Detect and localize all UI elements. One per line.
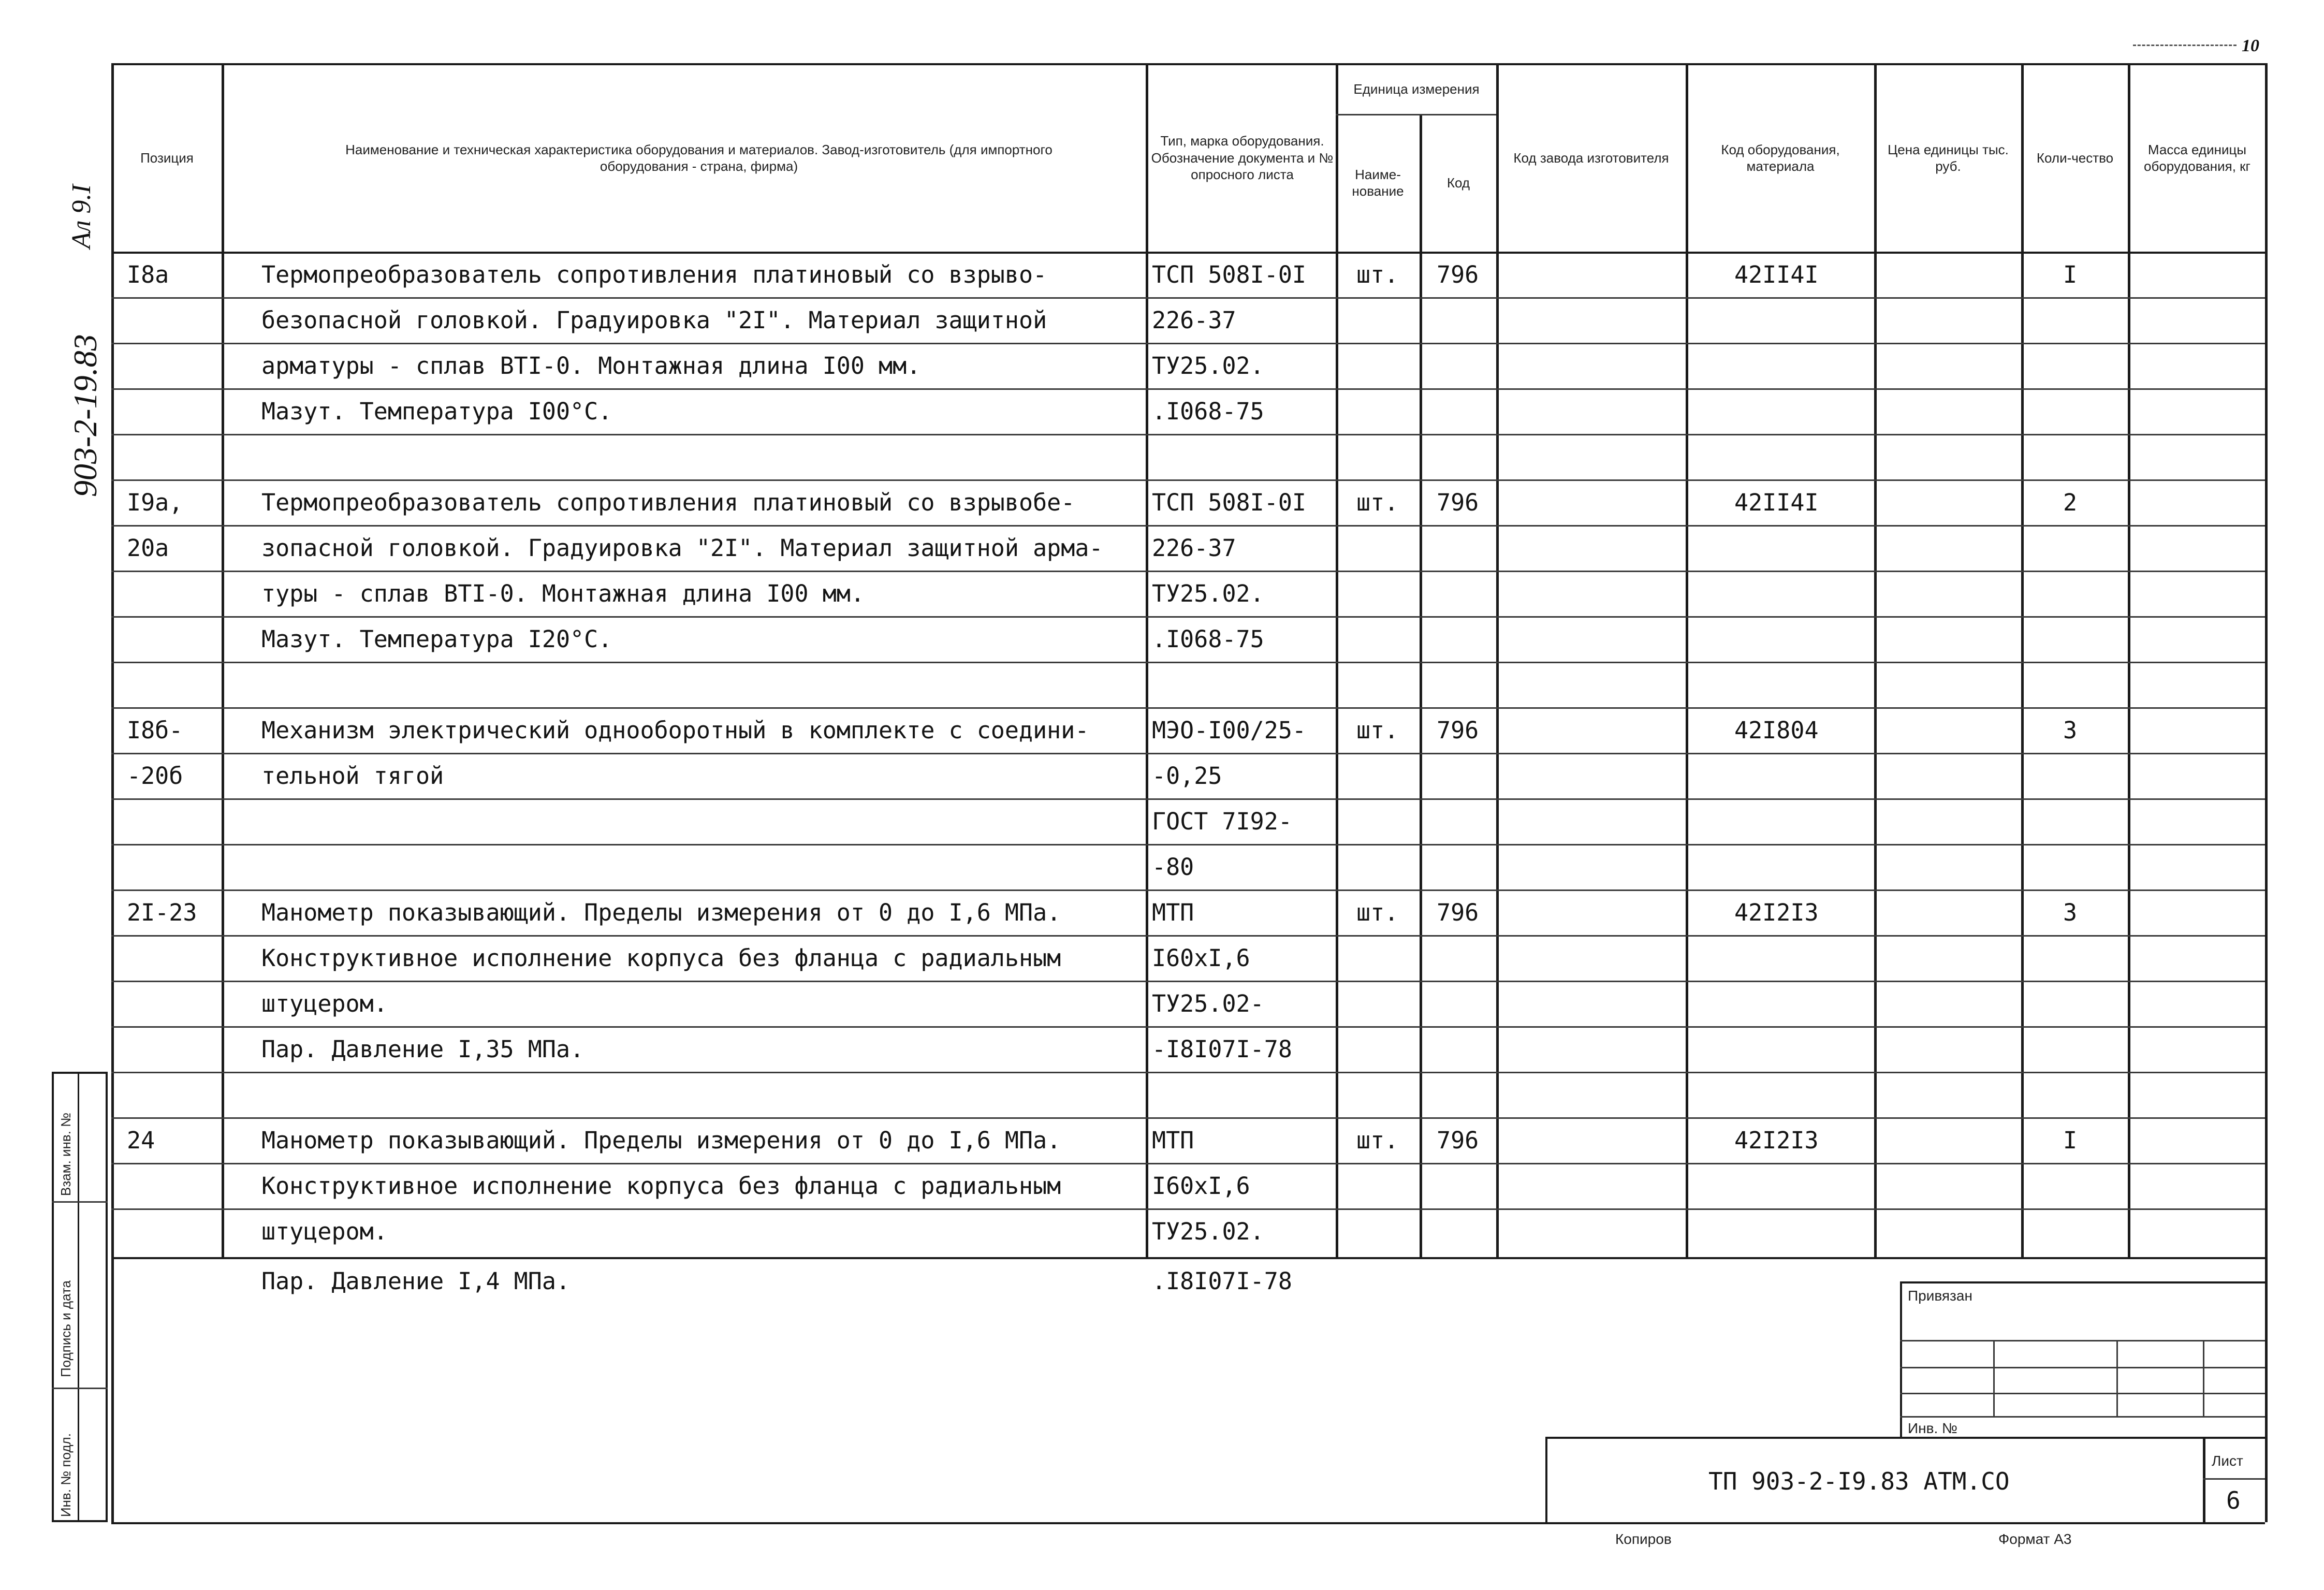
header-mass: Масса единицы оборудования, кг (2144, 141, 2250, 174)
cell-name: Термопреобразователь сопротивления платиновый со взрывобе- (261, 489, 1075, 516)
row-separator (111, 981, 2265, 982)
cell-code: 796 (1437, 1127, 1479, 1154)
cell-type: -I8I07I-78 (1152, 1035, 1292, 1063)
row-separator (111, 798, 2265, 800)
stamp-podpis-data: Подпись и дата (58, 1280, 74, 1377)
cell-name: Мазут. Температура I20°С. (261, 625, 612, 653)
cell-type: ТУ25.02. (1152, 1218, 1264, 1245)
cell-name: Термопреобразователь сопротивления платиновый со взрыво- (261, 261, 1047, 288)
cell-type: .I068-75 (1152, 398, 1264, 425)
cell-pos: 24 (127, 1127, 155, 1154)
row-separator (111, 434, 2265, 435)
row-separator (111, 1163, 2265, 1164)
row-separator (111, 844, 2265, 845)
trailing-name: Пар. Давление I,4 МПа. (261, 1267, 571, 1295)
cell-code: 796 (1437, 261, 1479, 288)
row-separator (111, 707, 2265, 709)
footer-copied: Копиров (1615, 1531, 1672, 1547)
cell-unit: шт. (1356, 1127, 1399, 1154)
cell-equip: 42I2I3 (1734, 899, 1819, 926)
cell-qty: I (2063, 261, 2078, 288)
list-label: Лист (2212, 1453, 2243, 1469)
cell-name: штуцером. (261, 1218, 388, 1245)
cell-type: ГОСТ 7I92- (1152, 808, 1292, 835)
cell-type: -80 (1152, 853, 1194, 881)
cell-type: I60хI,6 (1152, 1172, 1250, 1200)
cell-code: 796 (1437, 717, 1479, 744)
cell-name: Манометр показывающий. Пределы измерения от 0 до I,6 МПа. (261, 899, 1061, 926)
cell-type: -0,25 (1152, 762, 1222, 790)
cell-unit: шт. (1356, 489, 1399, 516)
header-maker-code: Код завода изготовителя (1513, 150, 1669, 166)
list-number: 6 (2226, 1486, 2241, 1514)
cell-name: Конструктивное исполнение корпуса без фланца с радиальным (261, 944, 1061, 972)
row-separator (111, 753, 2265, 754)
row-separator (111, 297, 2265, 299)
cell-equip: 42I804 (1734, 717, 1819, 744)
table-top-border (111, 63, 2265, 65)
row-separator (111, 388, 2265, 390)
cell-equip: 42II4I (1734, 261, 1819, 288)
corner-dashes (2133, 45, 2237, 46)
cell-unit: шт. (1356, 899, 1399, 926)
row-separator (111, 571, 2265, 572)
cell-name: арматуры - сплав ВТI-0. Монтажная длина I00 мм. (261, 352, 921, 380)
cell-name: туры - сплав ВТI-0. Монтажная длина I00 мм. (261, 580, 865, 607)
header-qty: Коли-чество (2036, 150, 2114, 166)
cell-type: ТСП 508I-0I (1152, 489, 1307, 516)
title-block-privyazan (1900, 1281, 2265, 1437)
row-separator (111, 525, 2265, 527)
cell-name: безопасной головкой. Градуировка "2I". Материал защитной (261, 307, 1047, 334)
cell-name: штуцером. (261, 990, 388, 1017)
header-unit-name: Наиме-нование (1352, 166, 1404, 199)
cell-type: 226-37 (1152, 534, 1236, 562)
footer-format: Формат А3 (1998, 1531, 2072, 1547)
cell-type: ТУ25.02. (1152, 352, 1264, 380)
cell-name: тельной тягой (261, 762, 444, 790)
cell-code: 796 (1437, 489, 1479, 516)
cell-type: 226-37 (1152, 307, 1236, 334)
cell-type: МТП (1152, 1127, 1194, 1154)
cell-type: .I068-75 (1152, 625, 1264, 653)
row-separator (111, 1208, 2265, 1210)
cell-pos: -20б (127, 762, 183, 790)
row-separator (111, 662, 2265, 663)
trailing-type: .I8I07I-78 (1152, 1267, 1292, 1295)
side-project-code: 903-2-19.83 (67, 334, 104, 497)
sheet-bottom-border (111, 1522, 2265, 1524)
cell-pos: 2I-23 (127, 899, 197, 926)
table-header-bottom (111, 252, 2265, 254)
row-separator (111, 889, 2265, 891)
privyazan-label: Привязан (1908, 1288, 1972, 1304)
doc-code: ТП 903-2-I9.83 АТМ.СО (1708, 1467, 2010, 1495)
cell-qty: 3 (2063, 899, 2078, 926)
table-body-bottom (111, 1257, 2265, 1259)
cell-name: Механизм электрический однооборотный в комплекте с соедини- (261, 717, 1089, 744)
header-price: Цена единицы тыс. руб. (1888, 141, 2009, 174)
stamp-inv-podl: Инв. № подл. (58, 1433, 74, 1517)
cell-pos: I8б- (127, 717, 183, 744)
side-album-label: Ал 9.I (67, 184, 96, 249)
cell-pos: 20a (127, 534, 169, 562)
cell-name: зопасной головкой. Градуировка "2I". Материал защитной арма- (261, 534, 1103, 562)
cell-type: I60хI,6 (1152, 944, 1250, 972)
cell-name: Манометр показывающий. Пределы измерения от 0 до I,6 МПа. (261, 1127, 1061, 1154)
cell-type: МЭО-I00/25- (1152, 717, 1307, 744)
header-unit-group: Единица измерения (1353, 81, 1480, 97)
cell-type: ТУ25.02. (1152, 580, 1264, 607)
cell-name: Пар. Давление I,35 МПа. (261, 1035, 584, 1063)
cell-code: 796 (1437, 899, 1479, 926)
cell-pos: I9a, (127, 489, 183, 516)
header-type: Тип, марка оборудования. Обозначение документа и № опросного листа (1151, 133, 1334, 183)
cell-equip: 42II4I (1734, 489, 1819, 516)
row-separator (111, 1072, 2265, 1073)
cell-equip: 42I2I3 (1734, 1127, 1819, 1154)
header-equip-code: Код оборудования, материала (1721, 141, 1840, 174)
row-separator (111, 479, 2265, 481)
cell-qty: 2 (2063, 489, 2078, 516)
cell-name: Конструктивное исполнение корпуса без фланца с радиальным (261, 1172, 1061, 1200)
cell-name: Мазут. Температура I00°С. (261, 398, 612, 425)
row-separator (111, 935, 2265, 937)
header-unit-code: Код (1446, 174, 1470, 191)
row-separator (111, 343, 2265, 344)
cell-type: МТП (1152, 899, 1194, 926)
row-separator (111, 1026, 2265, 1028)
cell-type: ТУ25.02- (1152, 990, 1264, 1017)
cell-type: ТСП 508I-0I (1152, 261, 1307, 288)
row-separator (111, 616, 2265, 618)
header-position: Позиция (140, 150, 194, 166)
sheet-corner-number: 10 (2242, 36, 2259, 55)
cell-qty: 3 (2063, 717, 2078, 744)
row-separator (111, 1117, 2265, 1119)
header-name: Наименование и техническая характеристика оборудования и материалов. Завод-изготовитель (для импортного оборудования - страна, фирма) (345, 141, 1053, 174)
inv-no-label: Инв. № (1908, 1420, 1958, 1436)
cell-pos: I8a (127, 261, 169, 288)
cell-unit: шт. (1356, 261, 1399, 288)
cell-qty: I (2063, 1127, 2078, 1154)
stamp-vzam-inv: Взам. инв. № (58, 1112, 74, 1196)
cell-unit: шт. (1356, 717, 1399, 744)
